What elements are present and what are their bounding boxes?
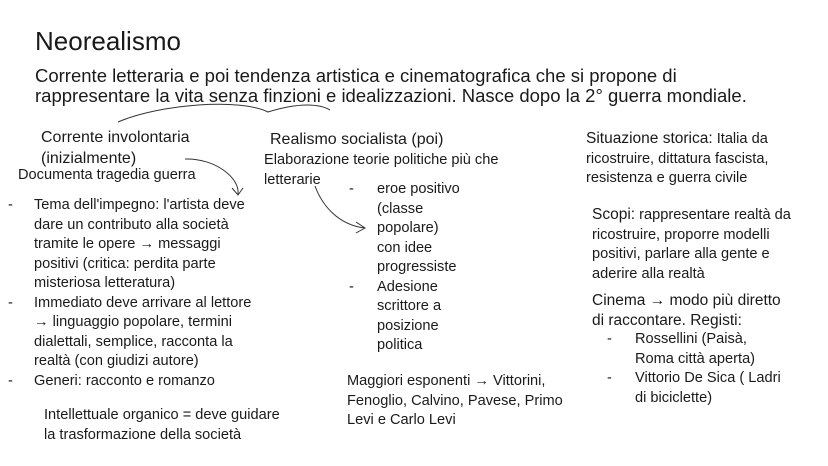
item-line: dialettali, semplice, racconta la <box>34 333 233 350</box>
intro-line: Corrente letteraria e poi tendenza artistica e cinematografica che si propone di <box>35 65 677 86</box>
intro-line: rappresentare la vita senza finzioni e idealizzazioni. Nasce dopo la 2° guerra mondiale. <box>35 85 747 106</box>
item-line: politica <box>377 337 423 353</box>
page-title: Neorealismo <box>35 26 181 56</box>
left-heading <box>41 127 190 169</box>
cinema-line: Cinema → modo più diretto <box>592 292 781 309</box>
item-line: Tema dell'impegno: l'artista deve <box>34 197 245 213</box>
list-item <box>349 278 460 356</box>
scopi-line: aderire alla realtà <box>592 265 705 282</box>
bullet-dash: - <box>607 370 612 386</box>
bullet-dash: - <box>607 331 612 347</box>
list-item <box>349 180 460 278</box>
note-line: la trasformazione della società <box>44 426 242 443</box>
bullet-dash: - <box>8 372 13 389</box>
cinema-line: di raccontare. Registi: <box>592 312 742 329</box>
item-line: positivi (critica: perdita parte <box>34 255 216 272</box>
list-item <box>8 196 251 294</box>
situazione-line: ricostruire, dittatura fascista, <box>586 150 769 167</box>
item-line: dare un contributo alla società <box>34 216 229 233</box>
middle-heading: Realismo socialista (poi) <box>270 131 444 148</box>
scopi-line <box>592 205 791 226</box>
item-line: eroe positivo <box>377 181 460 197</box>
bullet-dash: - <box>349 278 354 295</box>
scopi-line: positivi, parlare alla gente e <box>592 246 770 262</box>
left-bullet-list <box>8 196 251 391</box>
situazione-storica <box>586 129 769 189</box>
intro-connector-arc <box>118 104 330 122</box>
note-line: Elaborazione teorie politiche più che <box>264 152 499 168</box>
scopi-line: ricostruire, proporre modelli <box>592 226 770 243</box>
item-line: scrittore a <box>377 298 442 314</box>
item-line: (classe <box>377 200 424 217</box>
heading-line: (inizialmente) <box>41 150 137 167</box>
item-line: Rossellini (Paisà, <box>635 331 747 347</box>
heading-line: Corrente involontaria <box>41 129 190 146</box>
situazione-label: Situazione storica: <box>586 130 713 147</box>
item-line: misteriosa letteratura) <box>34 275 176 291</box>
note-line: Maggiori esponenti → Vittorini, <box>347 373 546 389</box>
situazione-text: Italia da <box>712 131 768 147</box>
esponenti-note <box>347 372 563 431</box>
list-item <box>607 330 781 369</box>
note-line: Intellettuale organico = deve guidare <box>44 407 280 423</box>
left-doc-note: Documenta tragedia guerra <box>18 167 196 183</box>
bullet-dash: - <box>8 197 13 213</box>
list-item <box>607 369 781 408</box>
note-line: Fenoglio, Calvino, Pavese, Primo <box>347 392 563 409</box>
scopi <box>592 205 791 284</box>
intro-paragraph <box>35 66 747 106</box>
scopi-label: Scopi: <box>592 206 636 223</box>
bullet-dash: - <box>349 181 354 197</box>
note-line: letterarie <box>264 171 321 188</box>
item-line: progressiste <box>377 259 457 275</box>
item-line: con idee <box>377 239 433 256</box>
situazione-line: resistenza e guerra civile <box>586 170 748 186</box>
item-line: → linguaggio popolare, termini <box>34 314 232 330</box>
item-line: di biciclette) <box>635 389 713 406</box>
item-line: tramite le opere → messaggi <box>34 236 221 252</box>
bullet-dash: - <box>8 294 13 311</box>
item-line: realtà (con giudizi autore) <box>34 353 199 369</box>
list-item <box>8 294 251 372</box>
item-line: Adesione <box>377 278 438 295</box>
item-line: Vittorio De Sica ( Ladri <box>635 370 781 386</box>
note-line: Levi e Carlo Levi <box>347 412 456 428</box>
situazione-line <box>586 129 769 150</box>
item-line: Roma città aperta) <box>635 350 756 367</box>
middle-bullet-list <box>349 180 460 356</box>
cinema-heading <box>592 291 781 331</box>
item-line: posizione <box>377 317 439 334</box>
item-line: Generi: racconto e romanzo <box>34 372 215 389</box>
item-line: Immediato deve arrivare al lettore <box>34 294 252 311</box>
scopi-text: rappresentare realtà da <box>635 207 791 223</box>
registi-list <box>607 330 781 408</box>
intellettuale-organico-note <box>44 406 280 445</box>
list-item <box>8 372 251 392</box>
item-line: popolare) <box>377 220 439 236</box>
